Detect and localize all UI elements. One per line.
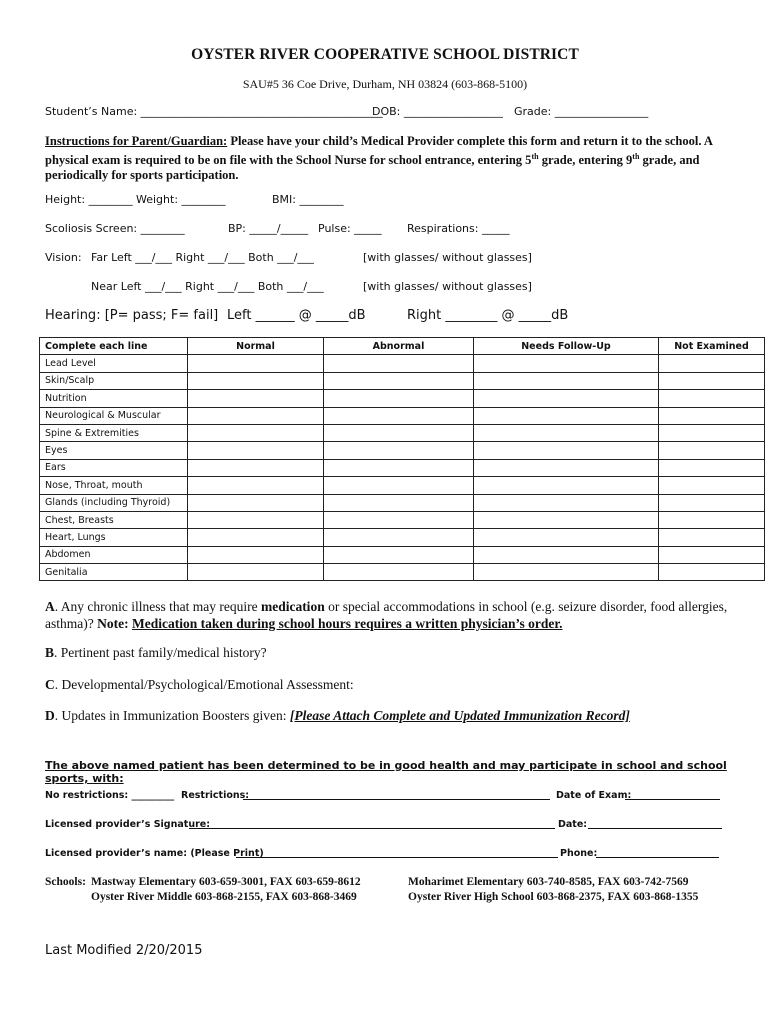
height-field[interactable]: Height: ________	[45, 193, 133, 206]
question-d-note: [Please Attach Complete and Updated Immunization Record]	[289, 708, 630, 723]
question-a-note-text: Medication taken during school hours requires a written physician’s order.	[131, 616, 563, 631]
exam-item-label: Eyes	[40, 442, 188, 459]
exam-cell-abnormal[interactable]	[324, 459, 474, 476]
table-row	[40, 372, 765, 389]
question-b-text: . Pertinent past family/medical history?	[54, 645, 267, 660]
respirations-field[interactable]: Respirations: _____	[407, 222, 510, 235]
print-name-line[interactable]	[236, 857, 558, 858]
question-d-letter: D	[45, 708, 55, 723]
vision-near-glasses[interactable]: [with glasses/ without glasses]	[363, 280, 532, 293]
exam-item-label: Abdomen	[40, 546, 188, 563]
vision-label: Vision:	[45, 251, 82, 264]
instructions-text-b: grade, entering 9	[538, 153, 633, 168]
exam-cell-not-examined[interactable]	[659, 407, 765, 424]
print-name-label: Licensed provider’s name: (Please Print)	[45, 848, 264, 859]
exam-cell-not-examined[interactable]	[659, 355, 765, 372]
exam-cell-not-examined[interactable]	[659, 494, 765, 511]
phone-line[interactable]	[596, 857, 719, 858]
phone-label: Phone:	[560, 848, 598, 859]
exam-cell-not-examined[interactable]	[659, 546, 765, 563]
bmi-field[interactable]: BMI: ________	[272, 193, 344, 206]
exam-cell-needs-follow-up[interactable]	[474, 546, 659, 563]
exam-cell-abnormal[interactable]	[324, 424, 474, 441]
exam-cell-needs-follow-up[interactable]	[474, 564, 659, 581]
exam-cell-abnormal[interactable]	[324, 442, 474, 459]
exam-item-label: Nutrition	[40, 390, 188, 407]
exam-cell-not-examined[interactable]	[659, 424, 765, 441]
col-complete-each-line: Complete each line	[40, 338, 188, 355]
pulse-field[interactable]: Pulse: _____	[318, 222, 382, 235]
date-of-exam-line[interactable]	[625, 799, 720, 800]
exam-item-label: Heart, Lungs	[40, 529, 188, 546]
exam-item-label: Spine & Extremities	[40, 424, 188, 441]
exam-cell-abnormal[interactable]	[324, 407, 474, 424]
exam-item-label: Glands (including Thyroid)	[40, 494, 188, 511]
question-a-text1: . Any chronic illness that may require	[54, 599, 261, 614]
signature-line[interactable]	[189, 828, 555, 829]
exam-cell-abnormal[interactable]	[324, 494, 474, 511]
district-address: SAU#5 36 Coe Drive, Durham, NH 03824 (603-868-5100)	[242, 77, 528, 91]
table-row	[40, 564, 765, 581]
exam-item-label: Nose, Throat, mouth	[40, 477, 188, 494]
exam-cell-needs-follow-up[interactable]	[474, 372, 659, 389]
exam-cell-not-examined[interactable]	[659, 442, 765, 459]
exam-cell-needs-follow-up[interactable]	[474, 477, 659, 494]
table-row	[40, 407, 765, 424]
dob-field[interactable]: DOB: __________________	[372, 105, 503, 118]
exam-table	[39, 337, 765, 581]
form-title: OYSTER RIVER COOPERATIVE SCHOOL DISTRICT	[191, 46, 579, 63]
no-restrictions-field[interactable]: No restrictions: _________	[45, 790, 175, 801]
col-not-examined: Not Examined	[659, 338, 765, 355]
date-of-exam-label: Date of Exam:	[556, 790, 632, 801]
table-row	[40, 459, 765, 476]
exam-table-body	[40, 355, 765, 581]
exam-cell-abnormal[interactable]	[324, 390, 474, 407]
instructions-label: Instructions for Parent/Guardian:	[45, 134, 228, 148]
schools-label: Schools:	[45, 876, 86, 888]
exam-cell-normal[interactable]	[188, 424, 324, 441]
signature-label: Licensed provider’s Signature:	[45, 819, 211, 830]
exam-cell-not-examined[interactable]	[659, 390, 765, 407]
vision-near-fields[interactable]: Near Left ___/___ Right ___/___ Both ___/___	[91, 280, 324, 293]
question-c-letter: C	[45, 677, 55, 692]
exam-cell-needs-follow-up[interactable]	[474, 390, 659, 407]
question-a-letter: A	[45, 599, 55, 614]
hearing-right-field[interactable]: Right ________ @ _____dB	[407, 308, 569, 323]
restrictions-line[interactable]	[243, 799, 550, 800]
table-row	[40, 546, 765, 563]
exam-item-label: Lead Level	[40, 355, 188, 372]
exam-cell-normal[interactable]	[188, 564, 324, 581]
exam-cell-needs-follow-up[interactable]	[474, 459, 659, 476]
school-high: Oyster River High School 603-868-2375, FAX 603-868-1355	[408, 891, 699, 903]
table-row	[40, 442, 765, 459]
instructions-sup-b: th	[632, 152, 640, 161]
scoliosis-field[interactable]: Scoliosis Screen: ________	[45, 222, 185, 235]
exam-cell-abnormal[interactable]	[324, 511, 474, 528]
exam-cell-normal[interactable]	[188, 477, 324, 494]
exam-cell-not-examined[interactable]	[659, 529, 765, 546]
date-line[interactable]	[588, 828, 722, 829]
student-name-field[interactable]: Student’s Name: ____________________________________________	[45, 105, 383, 118]
exam-cell-needs-follow-up[interactable]	[474, 442, 659, 459]
exam-item-label: Genitalia	[40, 564, 188, 581]
vision-far-fields[interactable]: Far Left ___/___ Right ___/___ Both ___/___	[91, 251, 314, 264]
exam-cell-needs-follow-up[interactable]	[474, 355, 659, 372]
exam-cell-normal[interactable]	[188, 546, 324, 563]
exam-cell-abnormal[interactable]	[324, 564, 474, 581]
instructions-sup-a: th	[531, 152, 539, 161]
question-a-note: Note:	[97, 616, 129, 631]
school-middle: Oyster River Middle 603-868-2155, FAX 603-868-3469	[91, 891, 357, 903]
exam-cell-normal[interactable]	[188, 390, 324, 407]
col-abnormal: Abnormal	[324, 338, 474, 355]
hearing-label: Hearing: [P= pass; F= fail]	[45, 308, 219, 323]
exam-cell-needs-follow-up[interactable]	[474, 529, 659, 546]
exam-item-label: Skin/Scalp	[40, 372, 188, 389]
table-row	[40, 424, 765, 441]
table-row	[40, 529, 765, 546]
exam-cell-normal[interactable]	[188, 529, 324, 546]
exam-cell-needs-follow-up[interactable]	[474, 494, 659, 511]
weight-field[interactable]: Weight: ________	[136, 193, 226, 206]
exam-cell-needs-follow-up[interactable]	[474, 407, 659, 424]
exam-cell-normal[interactable]	[188, 494, 324, 511]
date-label: Date:	[558, 819, 588, 830]
exam-item-label: Chest, Breasts	[40, 511, 188, 528]
exam-cell-normal[interactable]	[188, 355, 324, 372]
exam-cell-normal[interactable]	[188, 372, 324, 389]
exam-cell-not-examined[interactable]	[659, 564, 765, 581]
exam-cell-not-examined[interactable]	[659, 477, 765, 494]
table-row	[40, 477, 765, 494]
table-row	[40, 511, 765, 528]
clearance-statement: The above named patient has been determined to be in good health and may participate in school and school sports, with:	[45, 759, 727, 785]
exam-cell-not-examined[interactable]	[659, 511, 765, 528]
exam-cell-normal[interactable]	[188, 407, 324, 424]
table-row	[40, 494, 765, 511]
grade-field[interactable]: Grade: _________________	[514, 105, 649, 118]
question-a-text2: or special accommodations in school (e.g. seizure disorder, food allergies, asthma)?	[45, 599, 728, 631]
exam-item-label: Neurological & Muscular	[40, 407, 188, 424]
bp-field[interactable]: BP: _____/_____	[228, 222, 309, 235]
last-modified: Last Modified 2/20/2015	[45, 943, 203, 958]
table-row	[40, 390, 765, 407]
col-normal: Normal	[188, 338, 324, 355]
exam-cell-not-examined[interactable]	[659, 372, 765, 389]
table-row	[40, 355, 765, 372]
question-b-letter: B	[45, 645, 55, 660]
school-moharimet: Moharimet Elementary 603-740-8585, FAX 603-742-7569	[408, 876, 689, 888]
exam-cell-abnormal[interactable]	[324, 546, 474, 563]
instructions	[45, 134, 735, 183]
exam-cell-abnormal[interactable]	[324, 529, 474, 546]
exam-cell-needs-follow-up[interactable]	[474, 511, 659, 528]
question-a-bold: medication	[260, 599, 325, 614]
exam-cell-not-examined[interactable]	[659, 459, 765, 476]
exam-cell-abnormal[interactable]	[324, 372, 474, 389]
exam-cell-abnormal[interactable]	[324, 355, 474, 372]
question-d	[45, 707, 630, 724]
instructions-text-a: Please have your child’s Medical Provider complete this form and return it to the school. A physical exam is required to be on file with the School Nurse for school entrance, entering 5	[45, 134, 713, 168]
exam-table-header	[40, 338, 765, 355]
instructions-text-c: grade, and periodically for sports participation.	[45, 153, 700, 183]
question-d-text: . Updates in Immunization Boosters given:	[54, 708, 290, 723]
restrictions-label: Restrictions:	[181, 790, 250, 801]
vision-far-glasses[interactable]: [with glasses/ without glasses]	[363, 251, 532, 264]
col-needs-follow-up: Needs Follow-Up	[474, 338, 659, 355]
exam-cell-needs-follow-up[interactable]	[474, 424, 659, 441]
question-a	[45, 598, 735, 632]
exam-cell-normal[interactable]	[188, 442, 324, 459]
exam-cell-normal[interactable]	[188, 459, 324, 476]
question-c	[45, 676, 354, 693]
exam-cell-abnormal[interactable]	[324, 477, 474, 494]
exam-cell-normal[interactable]	[188, 511, 324, 528]
question-c-text: . Developmental/Psychological/Emotional Assessment:	[54, 677, 354, 692]
hearing-left-field[interactable]: Left ______ @ _____dB	[227, 308, 366, 323]
question-b	[45, 644, 267, 661]
exam-item-label: Ears	[40, 459, 188, 476]
school-mastway: Mastway Elementary 603-659-3001, FAX 603-659-8612	[91, 876, 361, 888]
